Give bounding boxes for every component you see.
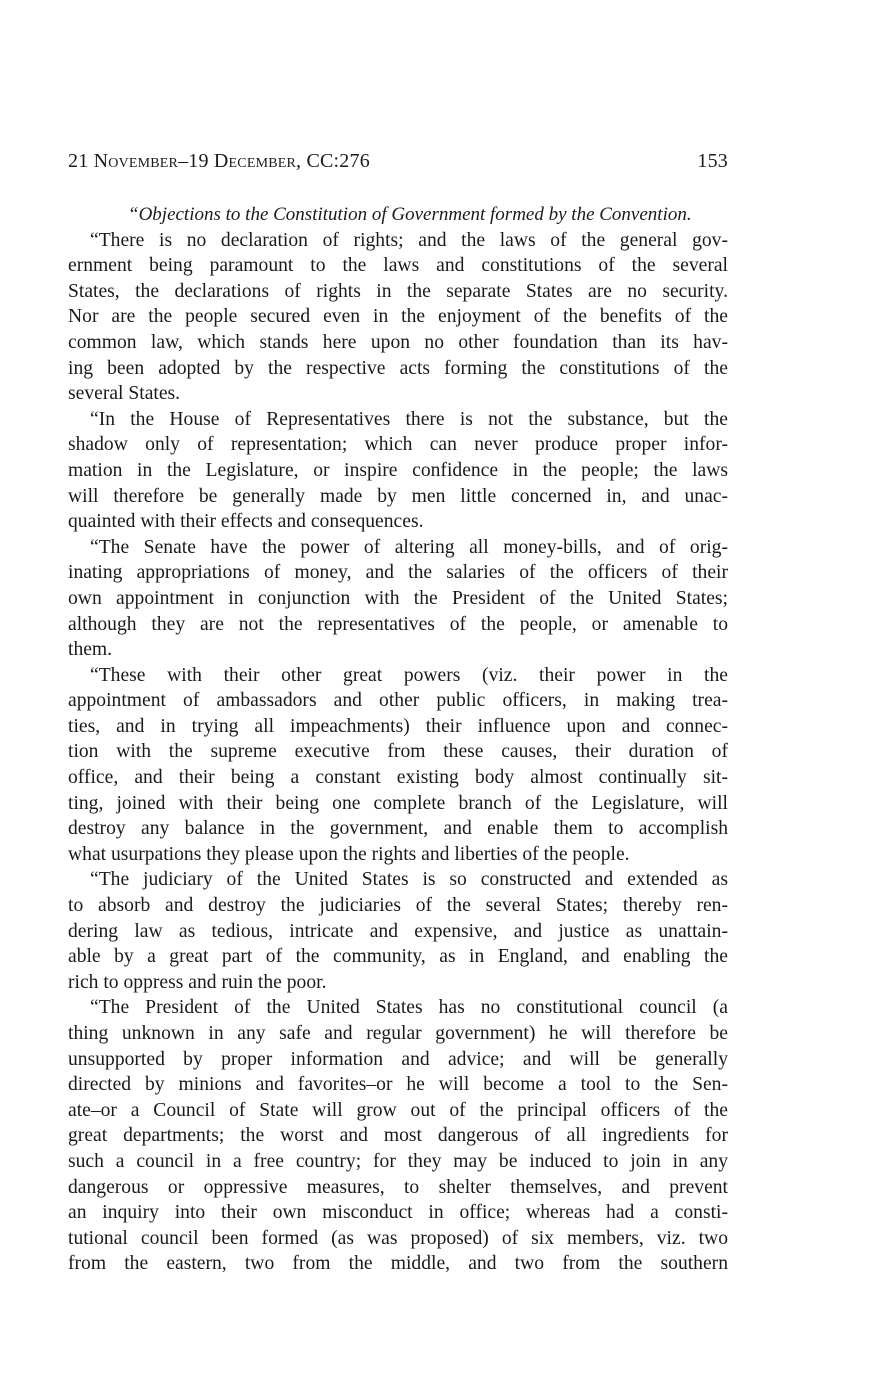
text-line: “The Senate have the power of altering all money-bills, and of orig- bbox=[90, 536, 728, 558]
text-line: office, and their being a constant existing body almost continually sit- bbox=[68, 767, 728, 789]
text-line: tion with the supreme executive from these causes, their duration of bbox=[68, 741, 728, 763]
text-line: common law, which stands here upon no other foundation than its hav- bbox=[68, 331, 728, 353]
text-line: dangerous or oppressive measures, to shelter themselves, and prevent bbox=[68, 1176, 728, 1198]
paragraph bbox=[68, 535, 728, 663]
text-line: mation in the Legislature, or inspire confidence in the people; the laws bbox=[68, 459, 728, 481]
paragraph bbox=[68, 995, 728, 1277]
text-line: directed by minions and favorites–or he will become a tool to the Sen- bbox=[68, 1074, 728, 1096]
text-line: “The judiciary of the United States is so constructed and extended as bbox=[90, 869, 728, 891]
text-line: own appointment in conjunction with the President of the United States; bbox=[68, 587, 728, 609]
text-line: to absorb and destroy the judiciaries of the several States; thereby ren- bbox=[68, 895, 728, 917]
text-line: such a council in a free country; for they may be induced to join in any bbox=[68, 1150, 728, 1172]
text-line: what usurpations they please upon the rights and liberties of the people. bbox=[68, 843, 630, 865]
text-line: dering law as tedious, intricate and expensive, and justice as unattain- bbox=[68, 920, 728, 942]
text-line: States, the declarations of rights in the separate States are no security. bbox=[68, 280, 728, 302]
text-line: quainted with their effects and consequences. bbox=[68, 511, 424, 533]
body-text bbox=[68, 202, 728, 1277]
text-line: several States. bbox=[68, 383, 181, 405]
text-line: “The President of the United States has no constitutional council (a bbox=[90, 997, 728, 1019]
paragraph-list bbox=[68, 228, 728, 1277]
text-line: from the eastern, two from the middle, and two from the southern bbox=[68, 1253, 728, 1275]
text-line: destroy any balance in the government, and enable them to accomplish bbox=[68, 818, 728, 840]
text-line: ate–or a Council of State will grow out of the principal officers of the bbox=[68, 1099, 728, 1121]
text-line: great departments; the worst and most dangerous of all ingredients for bbox=[68, 1125, 728, 1147]
text-line: Nor are the people secured even in the enjoyment of the benefits of the bbox=[68, 306, 728, 328]
paragraph bbox=[68, 663, 728, 868]
paragraph bbox=[68, 867, 728, 995]
paragraph bbox=[68, 228, 728, 407]
text-line: rich to oppress and ruin the poor. bbox=[68, 971, 327, 993]
text-line: ties, and in trying all impeachments) their influence upon and connec- bbox=[68, 715, 728, 737]
text-line: shadow only of representation; which can never produce proper infor- bbox=[68, 434, 728, 456]
text-line: an inquiry into their own misconduct in office; whereas had a consti- bbox=[68, 1202, 728, 1224]
text-line: them. bbox=[68, 639, 113, 661]
running-head bbox=[68, 150, 728, 180]
page-number: 153 bbox=[697, 150, 728, 172]
text-line: appointment of ambassadors and other public officers, in making trea- bbox=[68, 690, 728, 712]
text-line: tutional council been formed (as was proposed) of six members, viz. two bbox=[68, 1227, 728, 1249]
section-heading: “Objections to the Constitution of Government formed by the Convention. bbox=[128, 204, 692, 225]
text-line: thing unknown in any safe and regular government) he will therefore be bbox=[68, 1023, 728, 1044]
text-line: ing been adopted by the respective acts forming the constitutions of the bbox=[68, 357, 728, 379]
text-line: unsupported by proper information and advice; and will be generally bbox=[68, 1048, 728, 1070]
running-head-title: 21 November–19 December, CC:276 bbox=[68, 150, 370, 172]
text-line: able by a great part of the community, as in England, and enabling the bbox=[68, 946, 728, 968]
text-line: ting, joined with their being one complete branch of the Legislature, will bbox=[68, 792, 728, 814]
text-line: “These with their other great powers (viz. their power in the bbox=[90, 664, 728, 686]
text-line: “In the House of Representatives there is not the substance, but the bbox=[90, 408, 728, 430]
paragraph bbox=[68, 407, 728, 535]
text-line: inating appropriations of money, and the salaries of the officers of their bbox=[68, 562, 728, 584]
text-line: although they are not the representatives of the people, or amenable to bbox=[68, 613, 728, 635]
text-line: will therefore be generally made by men little concerned in, and unac- bbox=[68, 485, 728, 507]
text-line: “There is no declaration of rights; and the laws of the general gov- bbox=[90, 229, 728, 251]
text-line: ernment being paramount to the laws and constitutions of the several bbox=[68, 255, 728, 277]
